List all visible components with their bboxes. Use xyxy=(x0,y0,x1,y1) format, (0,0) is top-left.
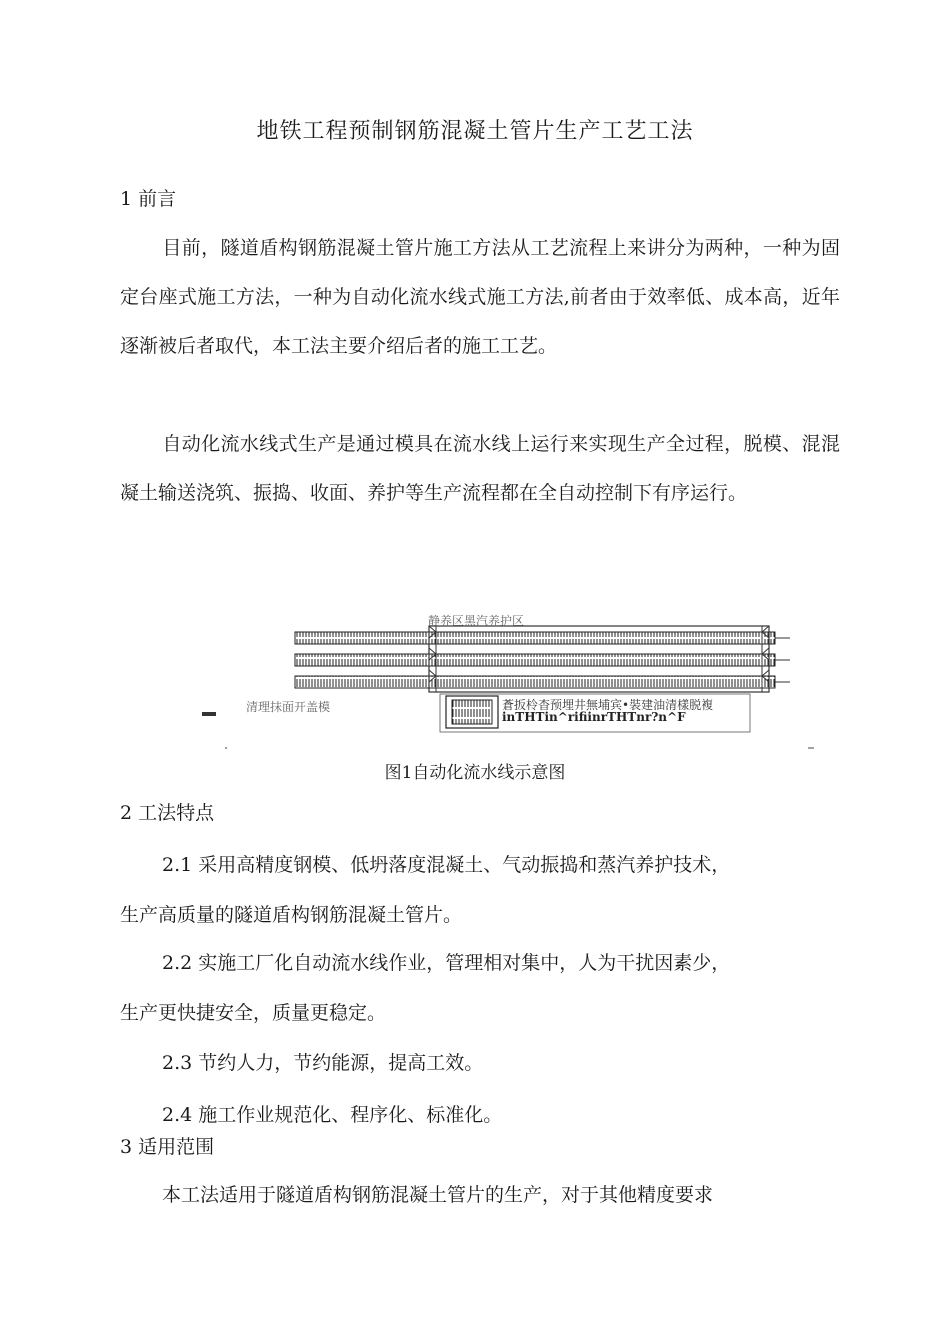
section-1-paragraph-1-text: 目前，隧道盾构钢筋混凝土管片施工方法从工艺流程上来讲分为两种，一种为固定台座式施工方法，一种为自动化流水线式施工方法,前者由于效率低、成本高，近年逐渐被后者取代，本工法主要介绍后者的施工工艺。 xyxy=(120,237,840,357)
figure-caption: 图1自动化流水线示意图 xyxy=(384,763,566,783)
section-2-heading: 2 工法特点 xyxy=(120,802,215,824)
assembly-line-diagram-graphic xyxy=(200,608,840,756)
document-title: 地铁工程预制钢筋混凝土管片生产工艺工法 xyxy=(256,119,694,144)
feature-item-1-line-2: 生产高质量的隧道盾构钢筋混凝土管片。 xyxy=(120,904,463,926)
feature-item-2-line-2: 生产更快捷安全，质量更稳定。 xyxy=(120,1002,387,1024)
section-1-paragraph-2-text: 自动化流水线式生产是通过模具在流水线上运行来实现生产全过程，脱模、混混凝土输送浇筑、振捣、收面、养护等生产流程都在全自动控制下有序运行。 xyxy=(120,433,840,504)
diagram-label-bottom: 蒼扳柃杳预埋井無埔宾•裝建油清樣脱複 xyxy=(502,698,714,712)
section-3-paragraph-1: 本工法适用于隧道盾构钢筋混凝土管片的生产，对于其他精度要求 xyxy=(162,1184,714,1206)
feature-item-3: 2.3 节约人力，节约能源，提高工效。 xyxy=(162,1052,484,1074)
feature-item-2-line-1: 2.2 实施工厂化自动流水线作业，管理相对集中，人为干扰因素少， xyxy=(162,952,731,974)
section-3-heading: 3 适用范围 xyxy=(120,1136,215,1158)
feature-item-4: 2.4 施工作业规范化、程序化、标准化。 xyxy=(162,1104,503,1126)
section-1-paragraph-2 xyxy=(120,420,840,518)
diagram-label-left: 清理抹面开盖模 xyxy=(246,700,331,714)
feature-item-1-line-1: 2.1 采用高精度钢模、低坍落度混凝土、气动振捣和蒸汽养护技术， xyxy=(162,854,731,876)
section-1-paragraph-1 xyxy=(120,224,840,371)
assembly-line-diagram xyxy=(200,608,840,756)
section-1-heading: 1 前言 xyxy=(120,188,177,210)
diagram-label-top: 静养区黑汽养护区 xyxy=(428,614,525,628)
diagram-label-bottom-2: inTHTin^rifiinrTHTnr?n^F xyxy=(502,710,686,724)
